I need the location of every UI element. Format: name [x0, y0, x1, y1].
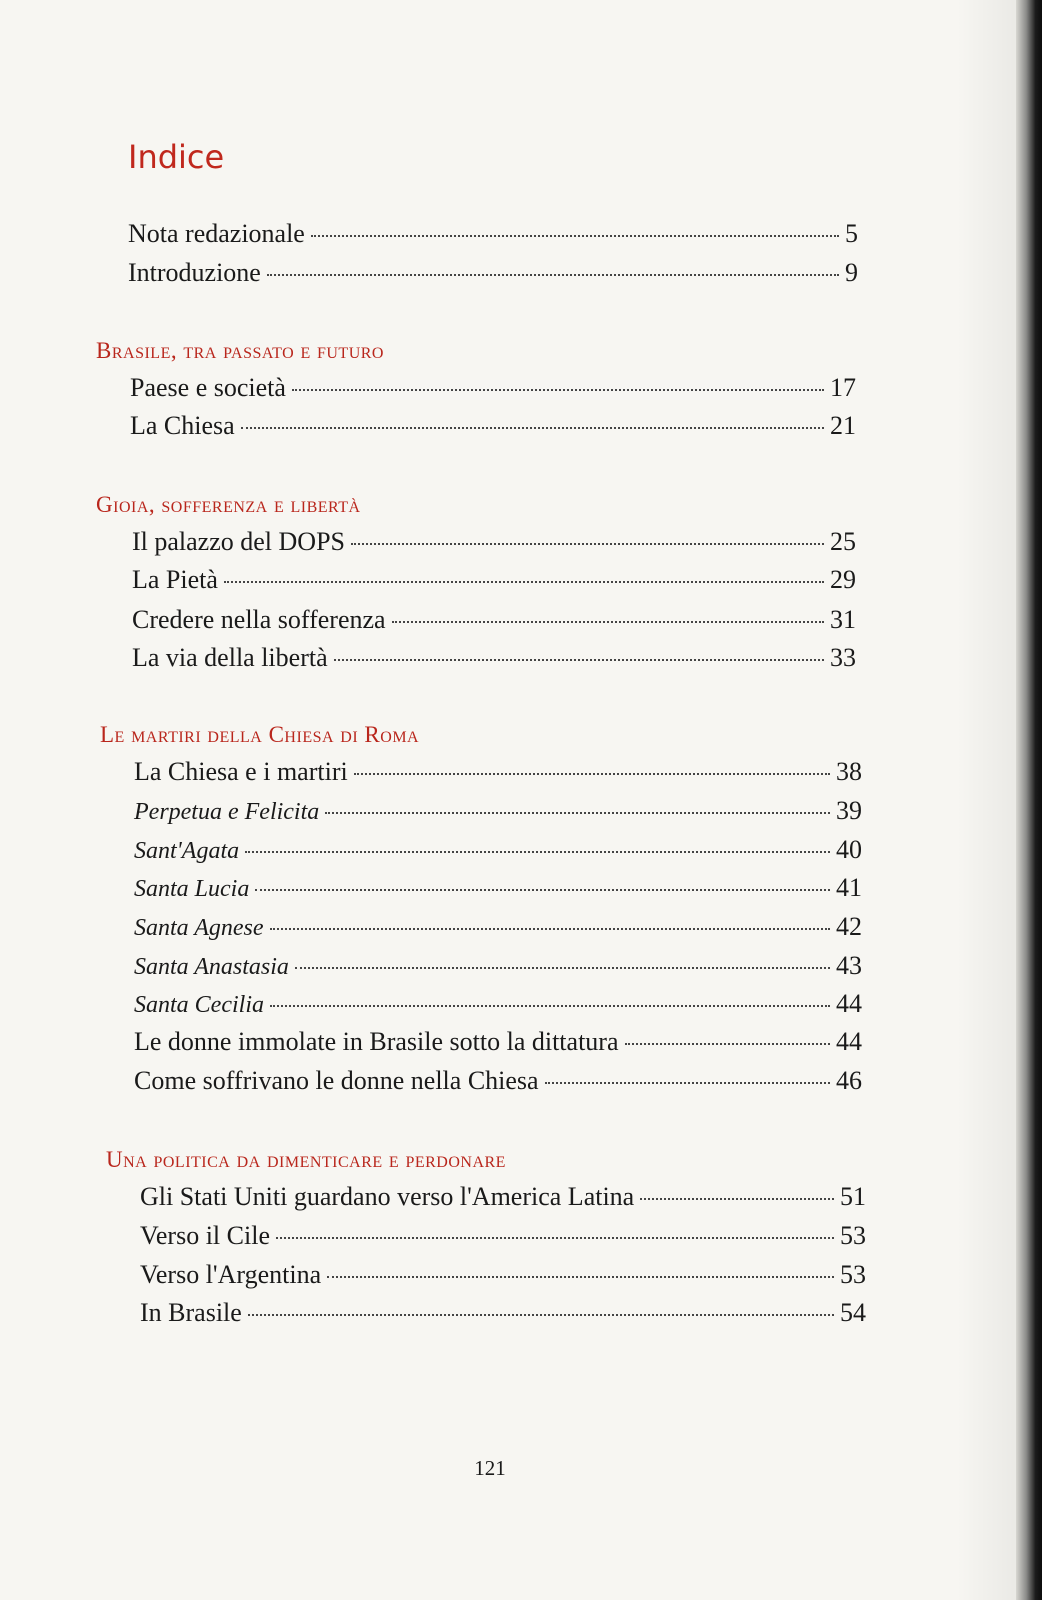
toc-entry	[134, 834, 862, 867]
toc-entry-title: Santa Anastasia	[134, 954, 289, 980]
toc-entry	[134, 872, 862, 905]
toc-entry-page: 44	[836, 1027, 862, 1056]
toc-entry	[130, 410, 856, 442]
toc-entry-page: 44	[836, 989, 862, 1018]
toc-entry-page: 41	[836, 873, 862, 902]
dot-leader	[241, 425, 824, 429]
dot-leader	[311, 233, 839, 237]
toc-entry-page: 53	[840, 1221, 866, 1250]
toc-entry	[134, 988, 862, 1021]
page-number: 121	[474, 1456, 506, 1480]
toc-title: Indice	[128, 138, 225, 176]
toc-entry	[132, 642, 856, 674]
toc-entry	[130, 372, 856, 404]
toc-entry-title: Santa Agnese	[134, 915, 264, 941]
toc-entry-title: Il palazzo del DOPS	[132, 527, 346, 556]
toc-entry-title: Gli Stati Uniti guardano verso l'America Latina	[140, 1182, 635, 1211]
dot-leader	[354, 771, 830, 775]
toc-entry-title: Verso il Cile	[140, 1221, 270, 1250]
toc-entry-title: Introduzione	[128, 258, 261, 287]
toc-entry	[134, 911, 862, 944]
toc-entry-title: La Chiesa	[130, 411, 235, 440]
dot-leader	[276, 1235, 834, 1239]
toc-entry-page: 5	[845, 219, 858, 248]
dot-leader	[295, 965, 830, 969]
toc-entry-title: Santa Cecilia	[134, 992, 264, 1018]
dot-leader	[292, 387, 824, 391]
toc-entry-title: Nota redazionale	[128, 219, 305, 248]
dot-leader	[325, 810, 830, 814]
toc-entry-page: 21	[830, 411, 856, 440]
section-heading: Le martiri della Chiesa di Roma	[100, 722, 420, 747]
toc-entry-title: Le donne immolate in Brasile sotto la dittatura	[134, 1027, 619, 1056]
toc-entry	[128, 218, 858, 250]
toc-entry	[132, 526, 856, 558]
toc-entry	[140, 1181, 866, 1213]
dot-leader	[245, 849, 830, 853]
toc-entry	[134, 950, 862, 983]
toc-entry-title: In Brasile	[140, 1298, 242, 1327]
toc-entry-page: 17	[830, 373, 856, 402]
dot-leader	[270, 926, 830, 930]
toc-entry-page: 33	[830, 643, 856, 672]
toc-entry-title: Verso l'Argentina	[140, 1260, 322, 1289]
toc-entry-page: 31	[830, 605, 856, 634]
toc-entry-title: Credere nella sofferenza	[132, 605, 386, 634]
toc-entry	[132, 564, 856, 596]
toc-entry	[128, 257, 858, 289]
toc-entry-title: La Pietà	[132, 565, 218, 594]
toc-entry	[140, 1220, 866, 1252]
toc-entry	[140, 1297, 866, 1329]
dot-leader	[625, 1041, 831, 1045]
toc-entry	[134, 795, 862, 828]
dot-leader	[255, 887, 830, 891]
section-heading: Gioia, sofferenza e libertà	[96, 492, 361, 517]
dot-leader	[640, 1196, 834, 1200]
toc-entry-page: 53	[840, 1260, 866, 1289]
page-edge	[1016, 0, 1042, 1600]
toc-entry-title: Santa Lucia	[134, 876, 250, 902]
toc-entry	[134, 1065, 862, 1097]
dot-leader	[224, 579, 824, 583]
dot-leader	[334, 657, 824, 661]
dot-leader	[248, 1312, 834, 1316]
toc-entry-title: Perpetua e Felicita	[134, 799, 320, 825]
toc-entry	[134, 1026, 862, 1058]
toc-entry-title: La via della libertà	[132, 643, 328, 672]
toc-entry	[132, 604, 856, 636]
dot-leader	[327, 1274, 834, 1278]
dot-leader	[270, 1003, 830, 1007]
toc-entry-page: 40	[836, 835, 862, 864]
dot-leader	[545, 1080, 830, 1084]
dot-leader	[392, 619, 824, 623]
page-gutter-shadow	[956, 0, 1016, 1600]
toc-entry-page: 39	[836, 796, 862, 825]
toc-entry-page: 38	[836, 757, 862, 786]
toc-entry-page: 29	[830, 565, 856, 594]
toc-entry-page: 42	[836, 912, 862, 941]
dot-leader	[267, 272, 839, 276]
toc-entry-page: 54	[840, 1298, 866, 1327]
toc-entry-page: 46	[836, 1066, 862, 1095]
toc-entry-title: Sant'Agata	[134, 838, 240, 864]
section-heading: Una politica da dimenticare e perdonare	[106, 1147, 506, 1172]
toc-entry-page: 9	[845, 258, 858, 287]
toc-entry-title: La Chiesa e i martiri	[134, 757, 348, 786]
toc-entry	[140, 1259, 866, 1291]
toc-entry-page: 51	[840, 1182, 866, 1211]
toc-entry-title: Come soffrivano le donne nella Chiesa	[134, 1066, 539, 1095]
toc-entry-title: Paese e società	[130, 373, 286, 402]
dot-leader	[351, 541, 824, 545]
toc-entry-page: 25	[830, 527, 856, 556]
section-heading: Brasile, tra passato e futuro	[96, 338, 384, 363]
toc-entry	[134, 756, 862, 788]
toc-entry-page: 43	[836, 951, 862, 980]
